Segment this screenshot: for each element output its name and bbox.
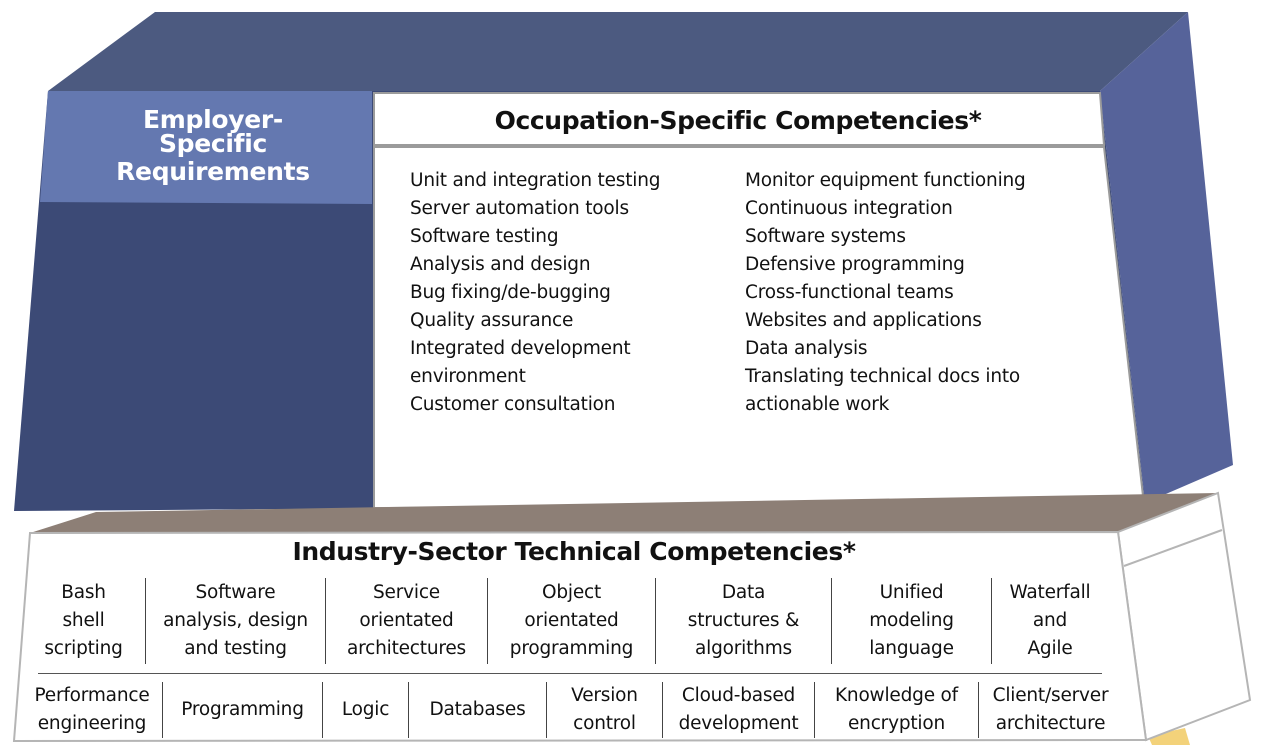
cell-line: Software (195, 582, 276, 603)
industry-cell (22, 682, 162, 738)
cell-line: Knowledge of (834, 685, 958, 706)
industry-cell (162, 682, 322, 738)
industry-row-2 (22, 682, 1132, 738)
occupation-item: Software systems (745, 226, 906, 247)
cell-line: encryption (847, 713, 945, 734)
occupation-item: Server automation tools (410, 198, 629, 219)
employer-title-line: Employer- (142, 105, 284, 134)
cell-line: Object (541, 582, 602, 603)
occupation-item: Defensive programming (745, 254, 965, 275)
occupation-item: environment (410, 366, 526, 387)
occupation-right-list (745, 167, 1026, 419)
occupation-item: Analysis and design (410, 254, 591, 275)
cell-line: Agile (1027, 638, 1073, 659)
employer-requirements-title (58, 104, 368, 188)
upper-block-top-face (48, 12, 1188, 91)
cell-line: architecture (995, 713, 1106, 734)
cell-line: analysis, design (163, 610, 308, 631)
occupation-item: Data analysis (745, 338, 868, 359)
cell-line: structures & (687, 610, 800, 631)
cell-line: Version (571, 685, 638, 706)
occupation-item: Websites and applications (745, 310, 982, 331)
industry-cell (978, 682, 1122, 738)
cell-line: and testing (184, 638, 287, 659)
cell-line: engineering (37, 713, 147, 734)
industry-cell (831, 578, 991, 664)
industry-title: Industry-Sector Technical Competencies* (292, 537, 856, 566)
occupation-item: Unit and integration testing (410, 170, 661, 191)
cell-line: control (573, 713, 636, 734)
cell-line: Unified (879, 582, 944, 603)
employer-title-line: Requirements (116, 157, 310, 186)
occupation-item: Continuous integration (745, 198, 953, 219)
cell-line: algorithms (695, 638, 792, 659)
industry-cell (322, 682, 408, 738)
industry-row-divider (38, 673, 1102, 674)
cell-line: development (678, 713, 799, 734)
cell-line: Service (373, 582, 440, 603)
cell-line: Bash (61, 582, 106, 603)
industry-cell (487, 578, 655, 664)
occupation-title: Occupation-Specific Competencies* (494, 106, 982, 135)
industry-cell (546, 682, 662, 738)
industry-cell (408, 682, 546, 738)
cell-line: scripting (44, 638, 123, 659)
cell-line: architectures (347, 638, 466, 659)
occupation-item: Software testing (410, 226, 559, 247)
cell-line: Client/server (992, 685, 1109, 706)
occupation-item: Quality assurance (410, 310, 574, 331)
occupation-item: Bug fixing/de-bugging (410, 282, 611, 303)
cell-line: Performance (34, 685, 150, 706)
cell-line: orientated (359, 610, 454, 631)
cell-line: Databases (429, 699, 526, 720)
cell-line: modeling (869, 610, 954, 631)
cell-line: Data (721, 582, 766, 603)
occupation-item: Monitor equipment functioning (745, 170, 1026, 191)
cell-line: Logic (341, 699, 390, 720)
industry-cell (145, 578, 325, 664)
occupation-item: Cross-functional teams (745, 282, 954, 303)
industry-cell (991, 578, 1108, 664)
industry-cell (325, 578, 487, 664)
occupation-item: Translating technical docs into (745, 366, 1021, 387)
industry-cell (22, 578, 145, 664)
cell-line: and (1032, 610, 1068, 631)
cell-line: language (869, 638, 954, 659)
cell-line: Programming (181, 699, 304, 720)
occupation-item: Customer consultation (410, 394, 616, 415)
industry-cell (814, 682, 978, 738)
industry-cell (655, 578, 831, 664)
cell-line: orientated (524, 610, 619, 631)
cell-line: shell (62, 610, 105, 631)
employer-title-line: Specific (158, 129, 268, 158)
cell-line: Waterfall (1009, 582, 1091, 603)
occupation-item: actionable work (745, 394, 890, 415)
industry-row-1 (22, 578, 1108, 664)
cell-line: programming (509, 638, 634, 659)
cell-line: Cloud-based (681, 685, 796, 706)
occupation-item: Integrated development (410, 338, 631, 359)
occupation-left-list (410, 167, 660, 419)
industry-cell (662, 682, 814, 738)
